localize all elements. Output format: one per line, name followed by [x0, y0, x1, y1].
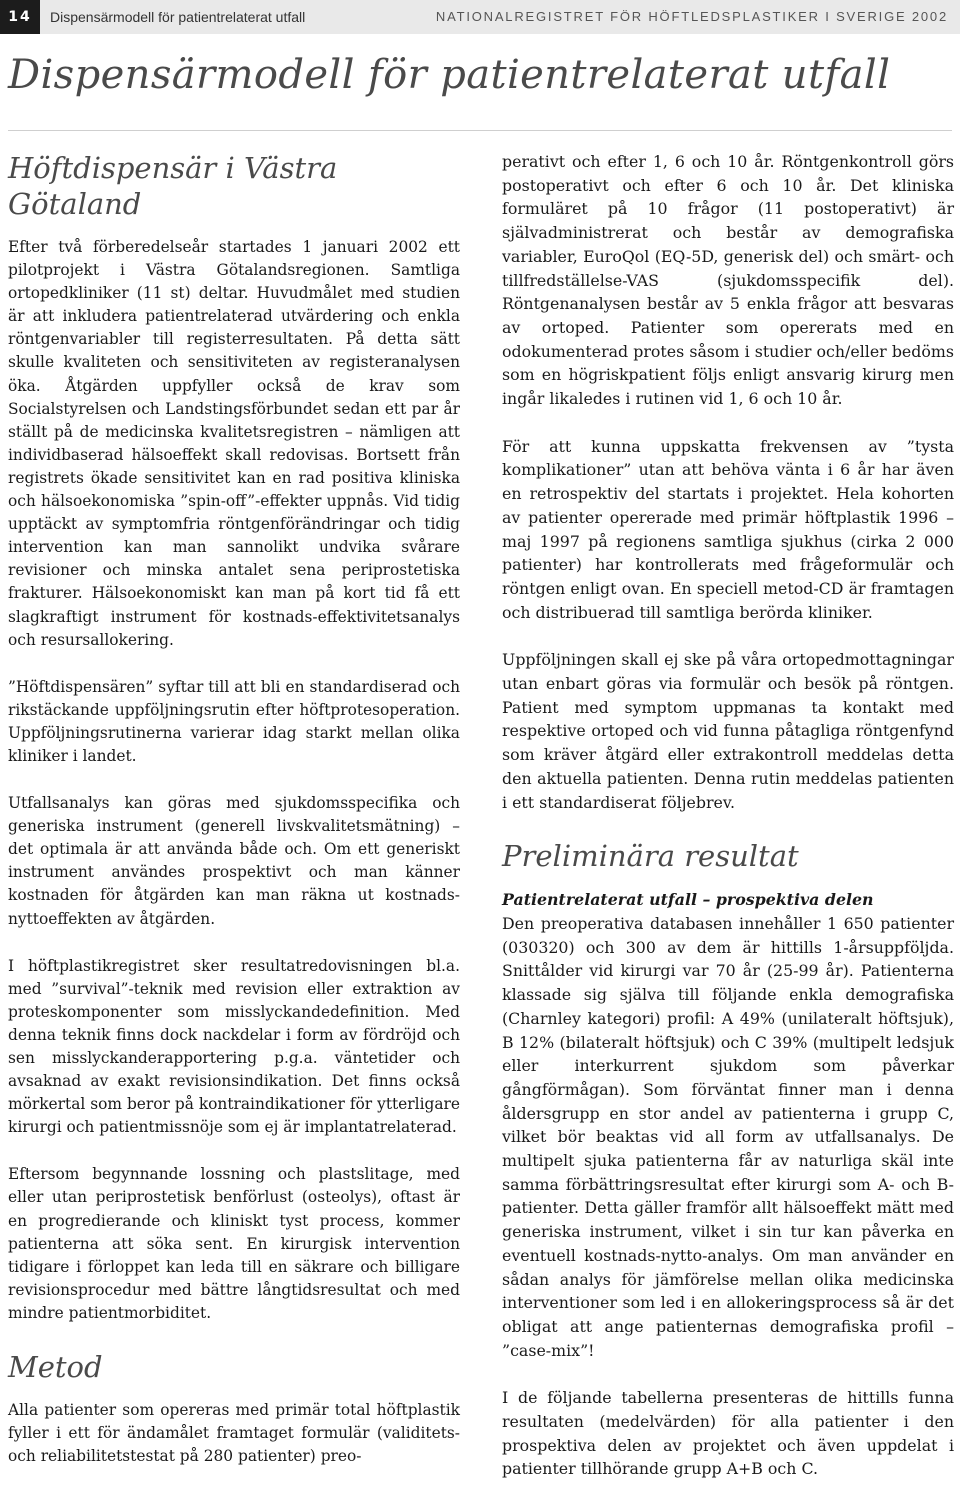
title-divider — [8, 130, 952, 131]
publication-title: NATIONALREGISTRET FÖR HÖFTLEDSPLASTIKER I SVERIGE 2002 — [435, 9, 948, 24]
paragraph: Efter två förberedelseår startades 1 januari 2002 ett pilotprojekt i Västra Götalandsregionen. Samtliga ortopedkliniker (11 st) deltar. Huvudmålet med studien är att inkludera patientrelaterad utvärdering och enkla röntgenvariabler till registerresultaten. På detta sätt skulle kvaliteten och sensitiviteten av registeranalysen öka. Åtgärden uppfyller också de krav som Socialstyrelsen och Landstingsförbundet sedan ett par år ställt på de medicinska kvalitetsregistren – nämligen att individbaserad hälsoeffekt skall redovisas. Bortsett från registrets ökade sensitivitet kan en rad positiva kliniska och hälsoekonomiska ”spin-off”-effekter uppnås. Vid tidig upptäckt av symptomfria röntgenförändringar och tidig intervention kan man sannolikt undvika svårare revisioner och minska antalet sena periprostetiska frakturer. Hälsoekonomiskt kan man på kort tid få ett slagkraftigt instrument för kostnads-effektivitetsanalys och resursallokering. — [8, 238, 460, 649]
paragraph: Eftersom begynnande lossning och plastslitage, med eller utan periprostetisk benförlust (osteolys), oftast är en progredierande och kliniskt tyst process, kommer patienterna att söka sent. En kirurgisk intervention tidigare i förloppet kan leda till en säkrare och billigare revisionsprocedur med bättre långtidsresultat och med mindre patientmorbiditet. — [8, 1165, 460, 1322]
paragraph: I höftplastikregistret sker resultatredovisningen bl.a. med ”survival”-teknik med revision eller extraktion av proteskomponenter som misslyckandedefinition. Med denna teknik finns dock nackdelar i form av fördröjd och sen misslyckanderapportering p.g.a. väntetider och avsaknad av exakt revisionsindikation. Det finns också mörkertal som beror på kontraindikationer för ytterligare kirurgi och patientmissnöje som ej är implantatrelaterad. — [8, 956, 460, 1137]
paragraph: I de följande tabellerna presenteras de hittills funna resultaten (medelvärden) för alla patienter i den prospektiva delen av projektet och även uppdelat i patienter tillhörande grupp A+B och C. — [502, 1388, 954, 1479]
page-title: Dispensärmodell för patientrelaterat utfall — [8, 52, 891, 98]
running-header — [0, 0, 960, 34]
running-section-title: Dispensärmodell för patientrelaterat utfall — [50, 9, 306, 25]
page-number: 14 — [0, 0, 40, 34]
heading-preliminara-resultat: Preliminära resultat — [502, 839, 799, 874]
paragraph: perativt och efter 1, 6 och 10 år. Röntgenkontroll görs postoperativt och efter 6 och 10 år. Det kliniska formuläret på 10 frågor (11 postoperativt) är självadministrerat och består av demografiska variabler, EuroQol (EQ-5D, generisk del) och smärt- och tillfredställelse-VAS (sjukdomsspecifik del). Röntgenanalysen består av 5 enkla frågor att besvaras av ortoped. Patienter som opererats med en odokumenterad protes såsom i studier och/eller bedöms som en högriskpatient följs enligt ansvarig kirurg men ingår likaledes i rutinen vid 1, 6 och 10 år. — [502, 152, 954, 409]
paragraph: Uppföljningen skall ej ske på våra ortopedmottagningar utan enbart göras via formulär och besök på röntgen. Patient med symptom uppmanas ta kontakt med respektive ortoped och vid funna påtagliga röntgenfynd som kräver åtgärd eller extrakontroll meddelas detta den aktuella patienten. Denna rutin meddelas patienten i ett standardiserat följebrev. — [502, 650, 954, 812]
paragraph: Den preoperativa databasen innehåller 1 650 patienter (030320) och 300 av dem är hittills 1-årsuppföljda. Snittålder vid kirurgi var 70 år (25-99 år). Patienterna klassade sig själva till följande enkla demografiska (Charnley kategori) profil: A 49% (unilateralt höftsjuk), B 12% (bilateralt höftsjuk) och C 39% (multipelt ledsjuk eller interkurrent sjukdom som påverkar gångförmågan). Som förväntat finner man i denna åldersgrupp en stor andel av patienterna i grupp C, vilket bör beaktas vid all form av utfallsanalys. De multipelt sjuka patienterna får av naturliga skäl inte samma förbättringsresultat efter kirurgi som A- och B-patienter. Detta gäller framför allt hälsoeffekt mätt med generiska instrument, vilket i sin tur kan påverka en eventuell kostnads-nytto-analys. Om man använder en sådan analys för jämförelse mellan olika medicinska interventioner som led i en allokeringsprocess så är det obligat att ange patienternas demografiska profil – ”case-mix”! — [502, 913, 954, 1360]
paragraph: ”Höftdispensären” syftar till att bli en standardiserad och rikstäckande uppföljningsrutin efter höftprotesoperation. Uppföljningsrutinerna varierar idag starkt mellan olika kliniker i landet. — [8, 677, 460, 765]
paragraph: Alla patienter som opereras med primär total höftplastik fyller i ett för ändamålet framtaget formulär (validitets- och reliabilitetstestat på 280 patienter) preo- — [8, 1401, 460, 1466]
paragraph: För att kunna uppskatta frekvensen av ”tysta komplikationer” utan att behöva vänta i 6 år har även en retrospektiv del startats i projektet. Hela kohorten av patienter opererade med primär höftplastik 1996 – maj 1997 på regionens samtliga sjukhus (cirka 2 000 patienter) har kontrollerats med frågeformulär och röntgen enligt ovan. En speciell metod-CD är framtagen och distribuerad till samtliga berörda kliniker. — [502, 436, 954, 622]
heading-hoftdispensar: Höftdispensär i Västra Götaland — [8, 151, 338, 221]
subheading-prospektiva-delen: Patientrelaterat utfall – prospektiva delen — [502, 890, 874, 910]
right-column — [502, 150, 954, 1481]
heading-metod: Metod — [8, 1350, 103, 1385]
paragraph: Utfallsanalys kan göras med sjukdomsspecifika och generiska instrument (generell livskvalitetsmätning) – det optimala är att använda både och. Om ett generiskt instrument användes prospektivt och man känner kostnaden för åtgärden kan man räkna ut kostnads-nyttoeffekten av åtgärden. — [8, 794, 460, 928]
left-column — [8, 150, 460, 1468]
